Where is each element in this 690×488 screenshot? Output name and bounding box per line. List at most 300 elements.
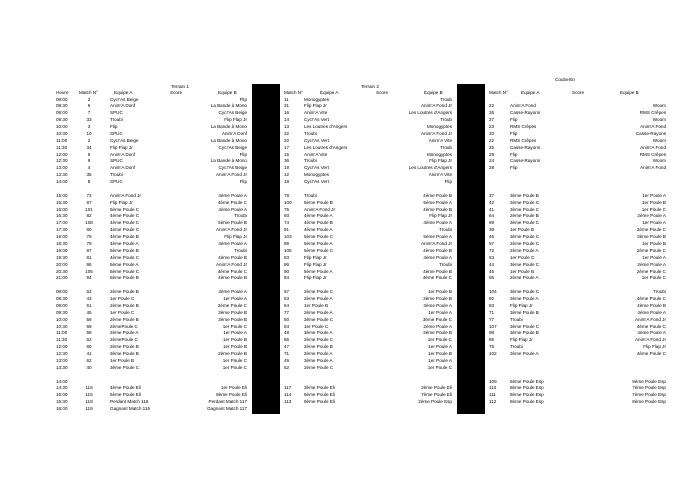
row-26-team-b-1: 4ème Poule B bbox=[218, 275, 247, 281]
row-20-match-1: 79 bbox=[86, 234, 92, 240]
row-11-team-a-1: Troubi bbox=[110, 172, 123, 178]
row-19-match-1: 80 bbox=[86, 227, 92, 233]
row-35-team-a-3: Flip Flap Jr bbox=[510, 337, 533, 343]
row-0-team-b-2: Troub bbox=[440, 96, 452, 102]
row-34-team-b-2: 3ème Poule B bbox=[423, 330, 452, 336]
row-7-match-1: 34 bbox=[86, 144, 92, 150]
row-26-match-3: 55 bbox=[489, 275, 495, 281]
row-32-team-a-3: Troubi bbox=[510, 316, 523, 322]
row-7-match-2: 17 bbox=[284, 144, 290, 150]
row-10-team-b-2: Les Loutres d'Angers bbox=[408, 165, 452, 171]
row-31-team-b-2: 1er Poule A bbox=[428, 309, 452, 315]
header-t1-equipe-a: Equipe A bbox=[114, 90, 133, 95]
row-29-time: 08:30 bbox=[56, 296, 68, 302]
row-39-team-b-2: 1er Poule C bbox=[427, 364, 452, 370]
row-4-team-a-3: RMS Crêpes bbox=[510, 124, 537, 130]
row-42-team-a-2: 3ème Poule Eli bbox=[304, 385, 335, 391]
row-21-match-1: 79 bbox=[86, 240, 92, 246]
row-35-team-a-2: 2ème Poule C bbox=[304, 337, 334, 343]
row-6-team-a-3: RMS Crêpes bbox=[510, 137, 537, 143]
row-2-team-a-3: Casse-Rayons bbox=[510, 110, 541, 116]
row-0-match-2: 11 bbox=[284, 96, 289, 102]
row-26-team-a-2: Flip Flap Jr bbox=[304, 275, 327, 281]
row-21-team-a-3: 2ème Poule C bbox=[510, 240, 540, 246]
row-36-match-1: 60 bbox=[86, 344, 92, 350]
row-19-team-b-2: Troubi bbox=[439, 227, 452, 233]
row-37-team-b-3: 4ème Poule C bbox=[636, 351, 666, 357]
row-2-team-b-3: RMS Crêpes bbox=[639, 110, 666, 116]
row-4-team-a-2: Les Loutres d'Angers bbox=[304, 124, 348, 130]
row-14-team-b-3: 1er Poule A bbox=[642, 192, 666, 198]
row-42-match-1: 116 bbox=[85, 385, 93, 391]
row-7-team-a-3: Casse-Rayons bbox=[510, 144, 541, 150]
row-34-time: 11:00 bbox=[56, 330, 68, 336]
row-8-match-2: 15 bbox=[284, 151, 290, 157]
row-26-team-b-3: 1er Poule C bbox=[641, 275, 666, 281]
row-9-match-1: 9 bbox=[87, 158, 91, 164]
row-25-team-b-2: 4ème Poule B bbox=[423, 268, 452, 274]
row-29-team-b-1: 1er Poule A bbox=[223, 296, 247, 302]
row-18-team-b-3: 1er Poule A bbox=[642, 220, 666, 226]
row-26-match-2: 84 bbox=[284, 275, 290, 281]
row-2-team-a-2: Anim'A Vite bbox=[304, 110, 328, 116]
row-28-team-b-2: 1er Poule B bbox=[427, 289, 452, 295]
row-44-match-2: 113 bbox=[284, 399, 292, 405]
row-31-time: 09:30 bbox=[56, 309, 68, 315]
row-15-match-3: 42 bbox=[489, 199, 495, 205]
row-42-team-b-2: 2ème Poule Eli bbox=[421, 385, 452, 391]
row-43-team-b-2: 7ème Poule Eli bbox=[421, 392, 452, 398]
row-18-team-a-1: 4ème Poule C bbox=[110, 220, 140, 226]
row-35-team-b-2: 1er Poule C bbox=[427, 337, 452, 343]
row-8-team-a-3: Flip bbox=[510, 151, 518, 157]
row-20-team-a-3: 3ème Poule C bbox=[510, 234, 540, 240]
row-39-team-b-1: 1er Poule C bbox=[222, 364, 247, 370]
row-16-match-3: 41 bbox=[489, 206, 495, 212]
terrain-2-title: Terrain 2 bbox=[361, 84, 379, 89]
row-12-team-b-2: Flip bbox=[444, 179, 452, 185]
row-8-team-b-1: Flip bbox=[239, 151, 247, 157]
row-37-match-2: 71 bbox=[284, 351, 290, 357]
row-43-match-1: 115 bbox=[85, 392, 93, 398]
row-21-team-b-1: 4ème Poule A bbox=[218, 240, 247, 246]
row-20-team-b-3: 3ème Poule B bbox=[637, 234, 666, 240]
row-32-match-1: 59 bbox=[86, 316, 92, 322]
row-17-match-3: 64 bbox=[489, 213, 495, 219]
row-18-time: 17:00 bbox=[56, 220, 68, 226]
row-41-team-a-3: 6ème Poule Esp bbox=[510, 378, 544, 384]
row-34-match-2: 48 bbox=[284, 330, 290, 336]
row-19-team-b-1: Anim'A Fond Jr bbox=[215, 227, 247, 233]
row-41-match-3: 109 bbox=[489, 378, 497, 384]
row-16-team-b-1: 4ème Poule A bbox=[218, 206, 247, 212]
row-31-team-b-3: 4ème Poule A bbox=[637, 309, 666, 315]
row-43-team-a-1: 5ème Poule Eli bbox=[110, 392, 141, 398]
row-5-team-b-1: Anim'A Donf bbox=[221, 130, 247, 136]
row-24-match-1: 95 bbox=[86, 261, 92, 267]
row-34-team-a-2: 3ème Poule A bbox=[304, 330, 333, 336]
row-29-match-3: 92 bbox=[489, 296, 495, 302]
row-20-match-3: 46 bbox=[489, 234, 495, 240]
row-5-team-a-1: SPUC bbox=[110, 130, 123, 136]
row-25-match-2: 90 bbox=[284, 268, 290, 274]
row-18-match-1: 108 bbox=[85, 220, 93, 226]
row-24-match-3: 44 bbox=[489, 261, 495, 267]
row-38-time: 13:00 bbox=[56, 357, 68, 363]
row-33-team-a-2: 1er Poule C bbox=[304, 323, 329, 329]
row-8-match-3: 29 bbox=[489, 151, 495, 157]
row-14-match-2: 78 bbox=[284, 192, 290, 198]
row-38-team-a-1: 1er Poule B bbox=[110, 357, 135, 363]
row-28-match-3: 104 bbox=[489, 289, 497, 295]
row-44-match-1: 118 bbox=[85, 399, 93, 405]
row-12-match-1: 8 bbox=[87, 179, 91, 185]
row-10-team-a-1: Anim'A Donf bbox=[110, 165, 136, 171]
row-42-match-3: 110 bbox=[489, 385, 497, 391]
row-15-team-a-3: 3ème Poule C bbox=[510, 199, 540, 205]
header-t1-score: Score bbox=[170, 90, 183, 95]
row-22-match-3: 72 bbox=[489, 247, 495, 253]
row-34-team-a-1: 2ème Poule A bbox=[110, 330, 139, 336]
terrain-1-title: Terrain 1 bbox=[171, 84, 189, 89]
row-6-team-b-1: La Bande à Mono bbox=[210, 137, 247, 143]
row-16-team-a-1: 5ème Poule C bbox=[110, 206, 140, 212]
row-21-match-2: 89 bbox=[284, 240, 290, 246]
row-7-team-b-1: Cyc!'As Beige bbox=[218, 144, 247, 150]
row-11-team-a-2: Monogyptes bbox=[304, 172, 330, 178]
row-16-team-a-3: 3ème Poule C bbox=[510, 206, 540, 212]
row-30-team-b-1: 2ème Poule C bbox=[217, 302, 247, 308]
row-4-match-3: 23 bbox=[489, 124, 495, 130]
row-11-team-b-2: Anim'A Vite bbox=[428, 172, 452, 178]
row-14-team-a-3: 3ème Poule B bbox=[510, 192, 539, 198]
row-31-team-b-1: 3ème Poule B bbox=[218, 309, 247, 315]
row-39-match-1: 40 bbox=[86, 364, 92, 370]
row-22-match-2: 106 bbox=[284, 247, 292, 253]
row-25-match-3: 45 bbox=[489, 268, 495, 274]
row-15-team-a-2: 5ème Poule B bbox=[304, 199, 333, 205]
row-1-match-1: 6 bbox=[87, 103, 91, 109]
row-2-match-3: 26 bbox=[489, 110, 495, 116]
row-16-time: 16:00 bbox=[56, 206, 68, 212]
row-11-team-b-1: Anim'A Fond Jr bbox=[215, 172, 247, 178]
row-30-team-b-3: 4ème Poule B bbox=[637, 302, 666, 308]
row-19-time: 17:30 bbox=[56, 227, 68, 233]
row-29-team-a-2: 2ème Poule A bbox=[304, 296, 333, 302]
row-44-team-b-3: 8ème Poule Esp bbox=[632, 399, 666, 405]
row-8-team-a-1: Anim'A Donf bbox=[110, 151, 136, 157]
row-20-team-b-1: Flip Flap Jr bbox=[224, 234, 247, 240]
row-41-time: 14:00 bbox=[56, 378, 68, 384]
row-34-team-a-3: 3ème Poule B bbox=[510, 330, 539, 336]
row-5-match-3: 20 bbox=[489, 130, 495, 136]
row-24-team-a-1: 5ème Poule A bbox=[110, 261, 139, 267]
row-35-match-1: 62 bbox=[86, 337, 92, 343]
row-30-time: 09:00 bbox=[56, 302, 68, 308]
row-30-team-a-1: 2ème Poule B bbox=[110, 302, 139, 308]
row-1-time: 08:30 bbox=[56, 103, 68, 109]
row-23-team-a-1: 4ème Poule C bbox=[110, 254, 140, 260]
row-30-team-a-3: Flip Flap Jr bbox=[510, 302, 533, 308]
row-30-match-3: 83 bbox=[489, 302, 495, 308]
separator-bar-1 bbox=[252, 84, 280, 414]
row-39-team-a-2: 2ème Poule C bbox=[304, 364, 334, 370]
row-6-match-3: 22 bbox=[489, 137, 495, 143]
row-25-team-a-3: 1er Poule B bbox=[510, 268, 535, 274]
row-45-time: 16:00 bbox=[56, 406, 68, 412]
row-38-team-b-1: 1er Poule C bbox=[222, 357, 247, 363]
row-36-team-b-3: Flip Flap Jr bbox=[643, 344, 666, 350]
row-17-match-1: 82 bbox=[86, 213, 92, 219]
row-33-match-2: 54 bbox=[284, 323, 290, 329]
row-23-team-b-3: 1er Poule A bbox=[642, 254, 666, 260]
row-0-team-b-1: Flip bbox=[239, 96, 247, 102]
row-30-team-b-2: 3ème Poule A bbox=[423, 302, 452, 308]
row-6-time: 11:00 bbox=[56, 137, 68, 143]
row-1-team-a-2: Flip Flap Jr bbox=[304, 103, 327, 109]
row-7-team-b-2: Troub bbox=[440, 144, 452, 150]
row-4-team-b-2: Monogyptes bbox=[426, 124, 452, 130]
row-29-team-a-1: 1er Poule C bbox=[110, 296, 135, 302]
row-41-team-b-3: 9ème Poule Esp bbox=[632, 378, 666, 384]
row-19-team-b-3: 2ème Poule C bbox=[636, 227, 666, 233]
row-14-match-3: 37 bbox=[489, 192, 495, 198]
row-2-time: 09:00 bbox=[56, 110, 68, 116]
row-4-team-b-3: Anim'A Fond bbox=[640, 124, 666, 130]
row-21-time: 18:30 bbox=[56, 240, 68, 246]
row-6-team-b-3: Woom bbox=[652, 137, 666, 143]
row-3-team-b-3: Woom bbox=[652, 117, 666, 123]
row-33-match-1: 69 bbox=[86, 323, 92, 329]
row-28-team-a-3: 3ème Poule C bbox=[510, 289, 540, 295]
row-45-team-a-1: Gagnant Match 116 bbox=[110, 406, 151, 412]
row-18-match-2: 74 bbox=[284, 220, 290, 226]
row-7-team-a-1: Flip Flap Jr bbox=[110, 144, 133, 150]
row-17-team-b-3: 2ème Poule A bbox=[637, 213, 666, 219]
row-19-match-2: 91 bbox=[284, 227, 290, 233]
row-15-team-b-2: 5ème Poule A bbox=[423, 199, 452, 205]
row-35-match-2: 56 bbox=[284, 337, 290, 343]
row-14-time: 15:00 bbox=[56, 192, 68, 198]
row-0-time: 08:00 bbox=[56, 96, 68, 102]
row-11-time: 13:30 bbox=[56, 172, 68, 178]
row-38-match-1: 62 bbox=[86, 357, 92, 363]
row-15-team-a-1: Flip Flap Jr bbox=[110, 199, 133, 205]
row-24-team-b-3: 2ème Poule A bbox=[637, 261, 666, 267]
row-1-team-a-1: Anim'A Donf bbox=[110, 103, 136, 109]
row-16-team-b-3: 1er Poule C bbox=[641, 206, 666, 212]
row-10-match-1: 4 bbox=[87, 165, 91, 171]
row-22-team-b-3: 2ème Poule C bbox=[636, 247, 666, 253]
row-0-team-a-2: Monogyptes bbox=[304, 96, 330, 102]
row-8-time: 12:00 bbox=[56, 151, 68, 157]
row-43-team-a-3: 8ème Poule Esp bbox=[510, 392, 544, 398]
row-42-team-a-3: 8ème Poule Esp bbox=[510, 385, 544, 391]
row-21-team-b-3: 1er Poule B bbox=[641, 240, 666, 246]
row-29-team-a-3: 3ème Poule A bbox=[510, 296, 539, 302]
row-14-team-b-2: 4ème Poule B bbox=[423, 192, 452, 198]
row-44-team-b-1: Perdant Match 117 bbox=[208, 399, 247, 405]
row-7-team-a-2: Les Loutres d'Angers bbox=[304, 144, 348, 150]
row-38-team-b-2: 1er Poule A bbox=[428, 357, 452, 363]
row-3-team-a-3: Flip bbox=[510, 117, 518, 123]
row-5-team-a-2: Troubi bbox=[304, 130, 317, 136]
row-22-team-b-1: Troubi bbox=[234, 247, 247, 253]
row-4-match-1: 3 bbox=[87, 124, 91, 130]
row-34-team-b-3: 4ème Poule A bbox=[637, 330, 666, 336]
row-22-match-1: 97 bbox=[86, 247, 92, 253]
row-37-time: 12:30 bbox=[56, 351, 68, 357]
row-28-team-a-1: 2ème Poule B bbox=[110, 289, 139, 295]
row-14-team-a-2: Troubi bbox=[304, 192, 317, 198]
row-45-team-b-1: Gagnant Match 117 bbox=[206, 406, 247, 412]
row-38-match-2: 49 bbox=[284, 357, 290, 363]
row-10-team-a-2: Cyc!'As Vert bbox=[304, 165, 329, 171]
row-3-team-a-1: Troubi bbox=[110, 117, 123, 123]
row-3-match-3: 27 bbox=[489, 117, 495, 123]
row-43-team-b-1: 8ème Poule Eli bbox=[216, 392, 247, 398]
row-35-team-b-3: Anim'A Fond Jr bbox=[634, 337, 666, 343]
row-20-match-2: 103 bbox=[284, 234, 292, 240]
row-17-team-a-3: 2ème Poule B bbox=[510, 213, 539, 219]
row-23-team-b-2: 4ème Poule A bbox=[423, 254, 452, 260]
row-44-team-a-2: 9ème Poule Eli bbox=[304, 399, 335, 405]
row-20-team-a-1: 4ème Poule B bbox=[110, 234, 139, 240]
row-42-team-a-1: 4ème Poule Eli bbox=[110, 385, 141, 391]
row-31-team-a-3: 3ème Poule B bbox=[510, 309, 539, 315]
row-33-team-b-3: 4ème Poule C bbox=[636, 323, 666, 329]
row-10-match-3: 28 bbox=[489, 165, 495, 171]
row-26-team-a-1: 5ème Poule B bbox=[110, 275, 139, 281]
row-15-team-b-1: 4ème Poule C bbox=[217, 199, 247, 205]
row-15-time: 15:30 bbox=[56, 199, 68, 205]
row-25-team-b-3: 2ème Poule C bbox=[636, 268, 666, 274]
row-36-match-2: 47 bbox=[284, 344, 290, 350]
row-5-team-b-2: Anim'A Fond Jr bbox=[420, 130, 452, 136]
row-24-team-a-3: 3ème Poule C bbox=[510, 261, 540, 267]
row-43-team-b-3: 7ème Poule Esp bbox=[632, 392, 666, 398]
row-43-time: 15:00 bbox=[56, 392, 68, 398]
row-44-team-a-3: 8ème Poule Esp bbox=[510, 399, 544, 405]
row-25-team-a-2: 5ème Poule A bbox=[304, 268, 333, 274]
row-28-team-a-2: 2ème Poule C bbox=[304, 289, 334, 295]
row-29-team-b-3: 4ème Poule C bbox=[636, 296, 666, 302]
row-44-team-a-1: Perdant Match 116 bbox=[110, 399, 149, 405]
row-28-team-b-3: Troubi bbox=[653, 289, 666, 295]
row-18-team-a-2: 4ème Poule B bbox=[304, 220, 333, 226]
row-18-team-a-3: 3ème Poule C bbox=[510, 220, 540, 226]
row-18-team-b-2: 4ème Poule A bbox=[423, 220, 452, 226]
row-35-match-3: 85 bbox=[489, 337, 495, 343]
row-32-team-a-2: 3ème Poule C bbox=[304, 316, 334, 322]
row-1-team-a-3: Anim'A Fond bbox=[510, 103, 536, 109]
row-3-team-b-2: Troub bbox=[440, 117, 452, 123]
row-6-match-2: 20 bbox=[284, 137, 290, 143]
row-3-match-2: 14 bbox=[284, 117, 290, 123]
row-17-time: 16:30 bbox=[56, 213, 68, 219]
row-36-team-a-3: Troubi bbox=[510, 344, 523, 350]
row-4-team-b-1: La Bande à Mono bbox=[210, 124, 247, 130]
row-38-team-a-2: 3ème Poule A bbox=[304, 357, 333, 363]
row-45-match-1: 119 bbox=[85, 406, 93, 412]
row-36-match-3: 76 bbox=[489, 344, 495, 350]
row-30-match-2: 54 bbox=[284, 302, 290, 308]
row-21-team-a-2: 5ème Poule A bbox=[304, 240, 333, 246]
row-1-team-b-2: Anim'A Fond Jr bbox=[420, 103, 452, 109]
row-32-team-b-3: Anim'A Fond Jr bbox=[634, 316, 666, 322]
row-36-team-a-1: 2ème Poule B bbox=[110, 344, 139, 350]
row-3-match-1: 33 bbox=[86, 117, 92, 123]
row-28-team-b-1: 3ème Poule A bbox=[218, 289, 247, 295]
row-6-team-a-2: Cyc!'As Vert bbox=[304, 137, 329, 143]
row-36-time: 12:00 bbox=[56, 344, 68, 350]
row-26-match-1: 94 bbox=[86, 275, 92, 281]
row-1-match-2: 31 bbox=[284, 103, 290, 109]
row-16-match-2: 75 bbox=[284, 206, 290, 212]
row-15-match-1: 87 bbox=[86, 199, 92, 205]
row-19-team-a-2: 4ème Poule A bbox=[304, 227, 333, 233]
row-12-match-2: 18 bbox=[284, 179, 290, 185]
row-20-team-b-2: 5ème Poule A bbox=[423, 234, 452, 240]
row-9-team-a-3: Casse-Rayons bbox=[510, 158, 541, 164]
row-11-match-2: 12 bbox=[284, 172, 290, 178]
row-23-team-a-3: 1er Poule C bbox=[510, 254, 535, 260]
row-6-match-1: 2 bbox=[87, 137, 91, 143]
row-15-match-2: 100 bbox=[284, 199, 292, 205]
row-25-time: 20:30 bbox=[56, 268, 68, 274]
row-37-match-1: 41 bbox=[86, 351, 92, 357]
row-30-team-a-2: 1er Poule B bbox=[304, 302, 329, 308]
row-8-team-b-3: RMS Crêpes bbox=[639, 151, 666, 157]
row-8-match-1: 5 bbox=[87, 151, 91, 157]
row-10-team-a-3: Flip bbox=[510, 165, 518, 171]
row-4-time: 10:00 bbox=[56, 124, 68, 130]
row-6-team-a-1: Cyc!'As Beige bbox=[110, 137, 139, 143]
row-12-team-b-1: Flip bbox=[239, 179, 247, 185]
row-19-team-a-3: 1er Poule B bbox=[510, 227, 535, 233]
row-23-match-1: 81 bbox=[86, 254, 92, 260]
row-9-team-b-2: Flip Flap Jr bbox=[429, 158, 452, 164]
row-25-team-a-1: 5ème Poule C bbox=[110, 268, 140, 274]
row-37-team-b-2: 1er Poule B bbox=[427, 351, 452, 357]
row-14-match-1: 73 bbox=[86, 192, 92, 198]
row-39-match-2: 52 bbox=[284, 364, 290, 370]
row-37-team-b-1: 2ème Poule B bbox=[218, 351, 247, 357]
row-18-team-b-1: 5ème Poule B bbox=[218, 220, 247, 226]
row-2-team-b-2: Les Loutres d'Angers bbox=[408, 110, 452, 116]
row-39-time: 13:30 bbox=[56, 364, 68, 370]
row-37-team-a-2: 2ème Poule A bbox=[304, 351, 333, 357]
row-32-time: 10:00 bbox=[56, 316, 68, 322]
row-14-team-a-1: Anim'A Fond Jr bbox=[110, 192, 142, 198]
row-22-time: 19:00 bbox=[56, 247, 68, 253]
separator-bar-2 bbox=[457, 84, 485, 414]
header-t1-equipe-b: Equipe B bbox=[218, 90, 237, 95]
row-35-time: 11:30 bbox=[56, 337, 68, 343]
header-t1-match: Match N° bbox=[79, 90, 98, 95]
row-9-match-3: 24 bbox=[489, 158, 495, 164]
row-24-time: 20:00 bbox=[56, 261, 68, 267]
row-8-team-b-2: Monogyptes bbox=[426, 151, 452, 157]
row-19-match-3: 39 bbox=[489, 227, 495, 233]
row-7-team-b-3: Anim'A Fond bbox=[640, 144, 666, 150]
row-29-team-b-2: 3ème Poule B bbox=[423, 296, 452, 302]
row-1-team-b-3: Woom bbox=[652, 103, 666, 109]
row-21-team-b-2: Anim'A Fond Jr bbox=[420, 240, 452, 246]
row-1-match-3: 22 bbox=[489, 103, 495, 109]
row-17-team-a-1: 4ème Poule C bbox=[110, 213, 140, 219]
row-3-team-a-2: Cyc!'As Vert bbox=[304, 117, 329, 123]
